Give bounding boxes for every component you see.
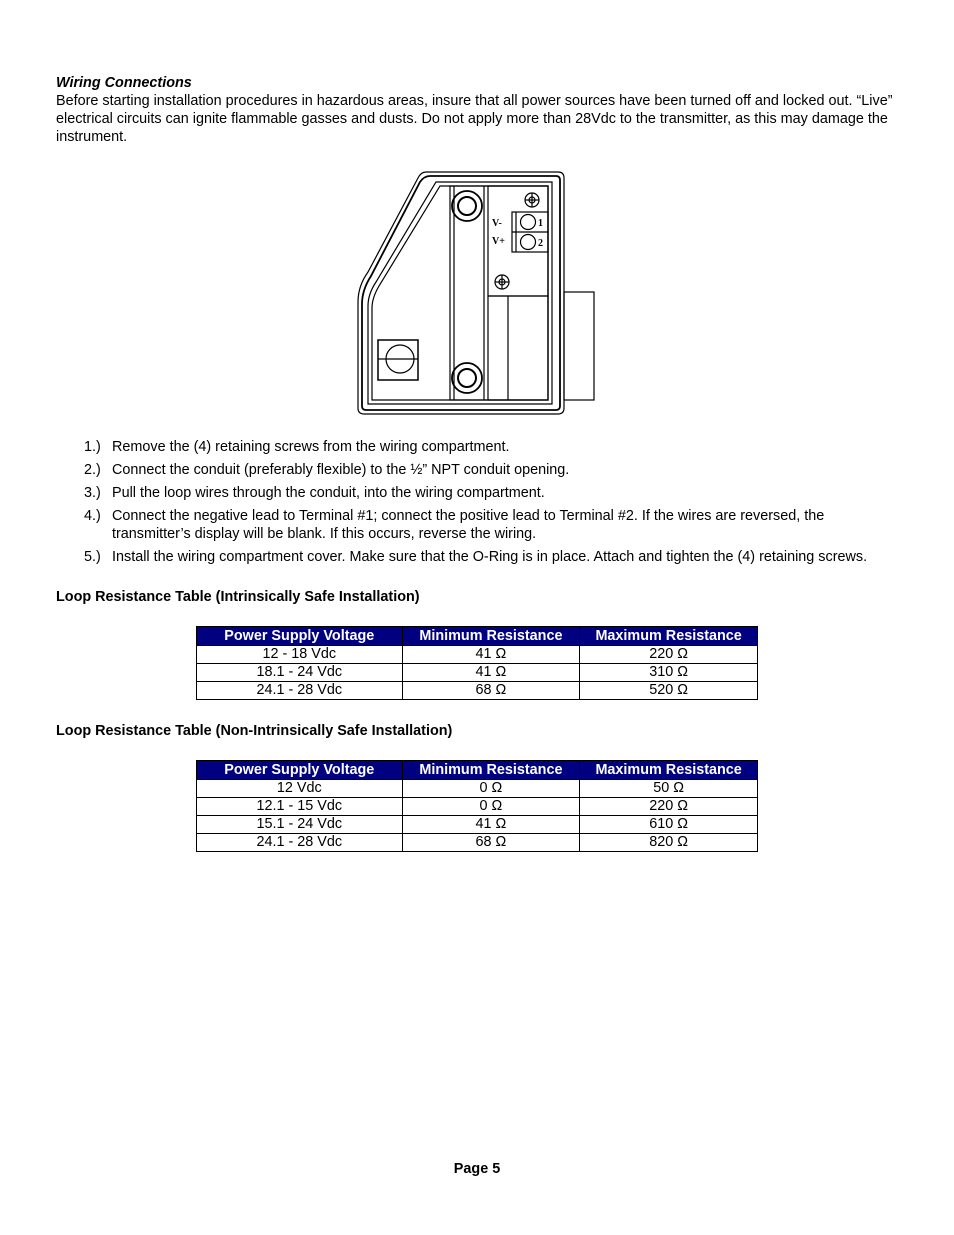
step-number: 3.) bbox=[84, 485, 101, 501]
step-number: 2.) bbox=[84, 462, 101, 478]
terminal-neg-label: V- bbox=[492, 218, 502, 229]
table-cell: 24.1 - 28 Vdc bbox=[197, 834, 403, 852]
table-cell: 610 Ω bbox=[580, 816, 758, 834]
table-cell: 18.1 - 24 Vdc bbox=[197, 664, 403, 682]
column-header: Power Supply Voltage bbox=[197, 627, 403, 646]
step-text: Remove the (4) retaining screws from the wiring compartment. bbox=[112, 439, 510, 455]
table-cell: 15.1 - 24 Vdc bbox=[197, 816, 403, 834]
table-cell: 41 Ω bbox=[402, 646, 580, 664]
table-cell: 0 Ω bbox=[402, 780, 580, 798]
terminal-1-label: 1 bbox=[538, 218, 543, 229]
table-cell: 12 Vdc bbox=[197, 780, 403, 798]
table-cell: 50 Ω bbox=[580, 780, 758, 798]
step-text: Install the wiring compartment cover. Make sure that the O-Ring is in place. Attach and tighten the (4) retaining screws. bbox=[112, 549, 868, 565]
table-cell: 220 Ω bbox=[580, 646, 758, 664]
table-row bbox=[197, 780, 758, 798]
table-cell: 12.1 - 15 Vdc bbox=[197, 798, 403, 816]
table-cell: 820 Ω bbox=[580, 834, 758, 852]
table-row bbox=[197, 798, 758, 816]
table-cell: 68 Ω bbox=[402, 834, 580, 852]
step-text: Pull the loop wires through the conduit, into the wiring compartment. bbox=[112, 485, 545, 501]
table-cell: 41 Ω bbox=[402, 664, 580, 682]
table-row bbox=[197, 646, 758, 664]
terminal-pos-label: V+ bbox=[492, 236, 505, 247]
table-cell: 0 Ω bbox=[402, 798, 580, 816]
table-cell: 68 Ω bbox=[402, 682, 580, 700]
table-row bbox=[197, 834, 758, 852]
table-cell: 41 Ω bbox=[402, 816, 580, 834]
table-cell: 12 - 18 Vdc bbox=[197, 646, 403, 664]
column-header: Power Supply Voltage bbox=[197, 761, 403, 780]
wiring-compartment-diagram bbox=[56, 170, 898, 426]
wiring-steps-list bbox=[56, 438, 898, 566]
step-text: Connect the conduit (preferably flexible) to the ½” NPT conduit opening. bbox=[112, 462, 570, 478]
terminal-2-label: 2 bbox=[538, 238, 543, 249]
page-content bbox=[56, 74, 898, 852]
column-header: Maximum Resistance bbox=[580, 761, 758, 780]
table-cell: 310 Ω bbox=[580, 664, 758, 682]
step-number: 5.) bbox=[84, 549, 101, 565]
table-is-caption: Loop Resistance Table (Intrinsically Safe Installation) bbox=[56, 589, 420, 605]
column-header: Minimum Resistance bbox=[402, 761, 580, 780]
table-nis-caption: Loop Resistance Table (Non-Intrinsically Safe Installation) bbox=[56, 723, 453, 739]
step-number: 4.) bbox=[84, 508, 101, 524]
list-item bbox=[56, 548, 898, 566]
step-text: Connect the negative lead to Terminal #1; connect the positive lead to Terminal #2. If the wires are reversed, the transmitter’s display will be blank. If this occurs, reverse the wiring. bbox=[112, 508, 825, 542]
list-item bbox=[56, 438, 898, 456]
table-cell: 220 Ω bbox=[580, 798, 758, 816]
table-row bbox=[197, 682, 758, 700]
table-header-row bbox=[197, 761, 758, 780]
page-number: Page 5 bbox=[453, 1161, 501, 1177]
table-header-row bbox=[197, 627, 758, 646]
list-item bbox=[56, 484, 898, 502]
table-row bbox=[197, 664, 758, 682]
loop-resistance-table-nis bbox=[196, 760, 758, 852]
table-cell: 24.1 - 28 Vdc bbox=[197, 682, 403, 700]
table-cell: 520 Ω bbox=[580, 682, 758, 700]
wiring-compartment-drawing bbox=[354, 170, 600, 422]
step-number: 1.) bbox=[84, 439, 101, 455]
column-header: Minimum Resistance bbox=[402, 627, 580, 646]
list-item bbox=[56, 507, 898, 543]
loop-resistance-table-is bbox=[196, 626, 758, 700]
column-header: Maximum Resistance bbox=[580, 627, 758, 646]
list-item bbox=[56, 461, 898, 479]
section-title: Wiring Connections bbox=[56, 75, 192, 91]
intro-paragraph: Before starting installation procedures in hazardous areas, insure that all power sources have been turned off and locked out. “Live” electrical circuits can ignite flammable gasses and dusts. Do not apply more than 28Vdc to the transmitter, as this may damage the instrument. bbox=[56, 93, 893, 145]
table-row bbox=[197, 816, 758, 834]
